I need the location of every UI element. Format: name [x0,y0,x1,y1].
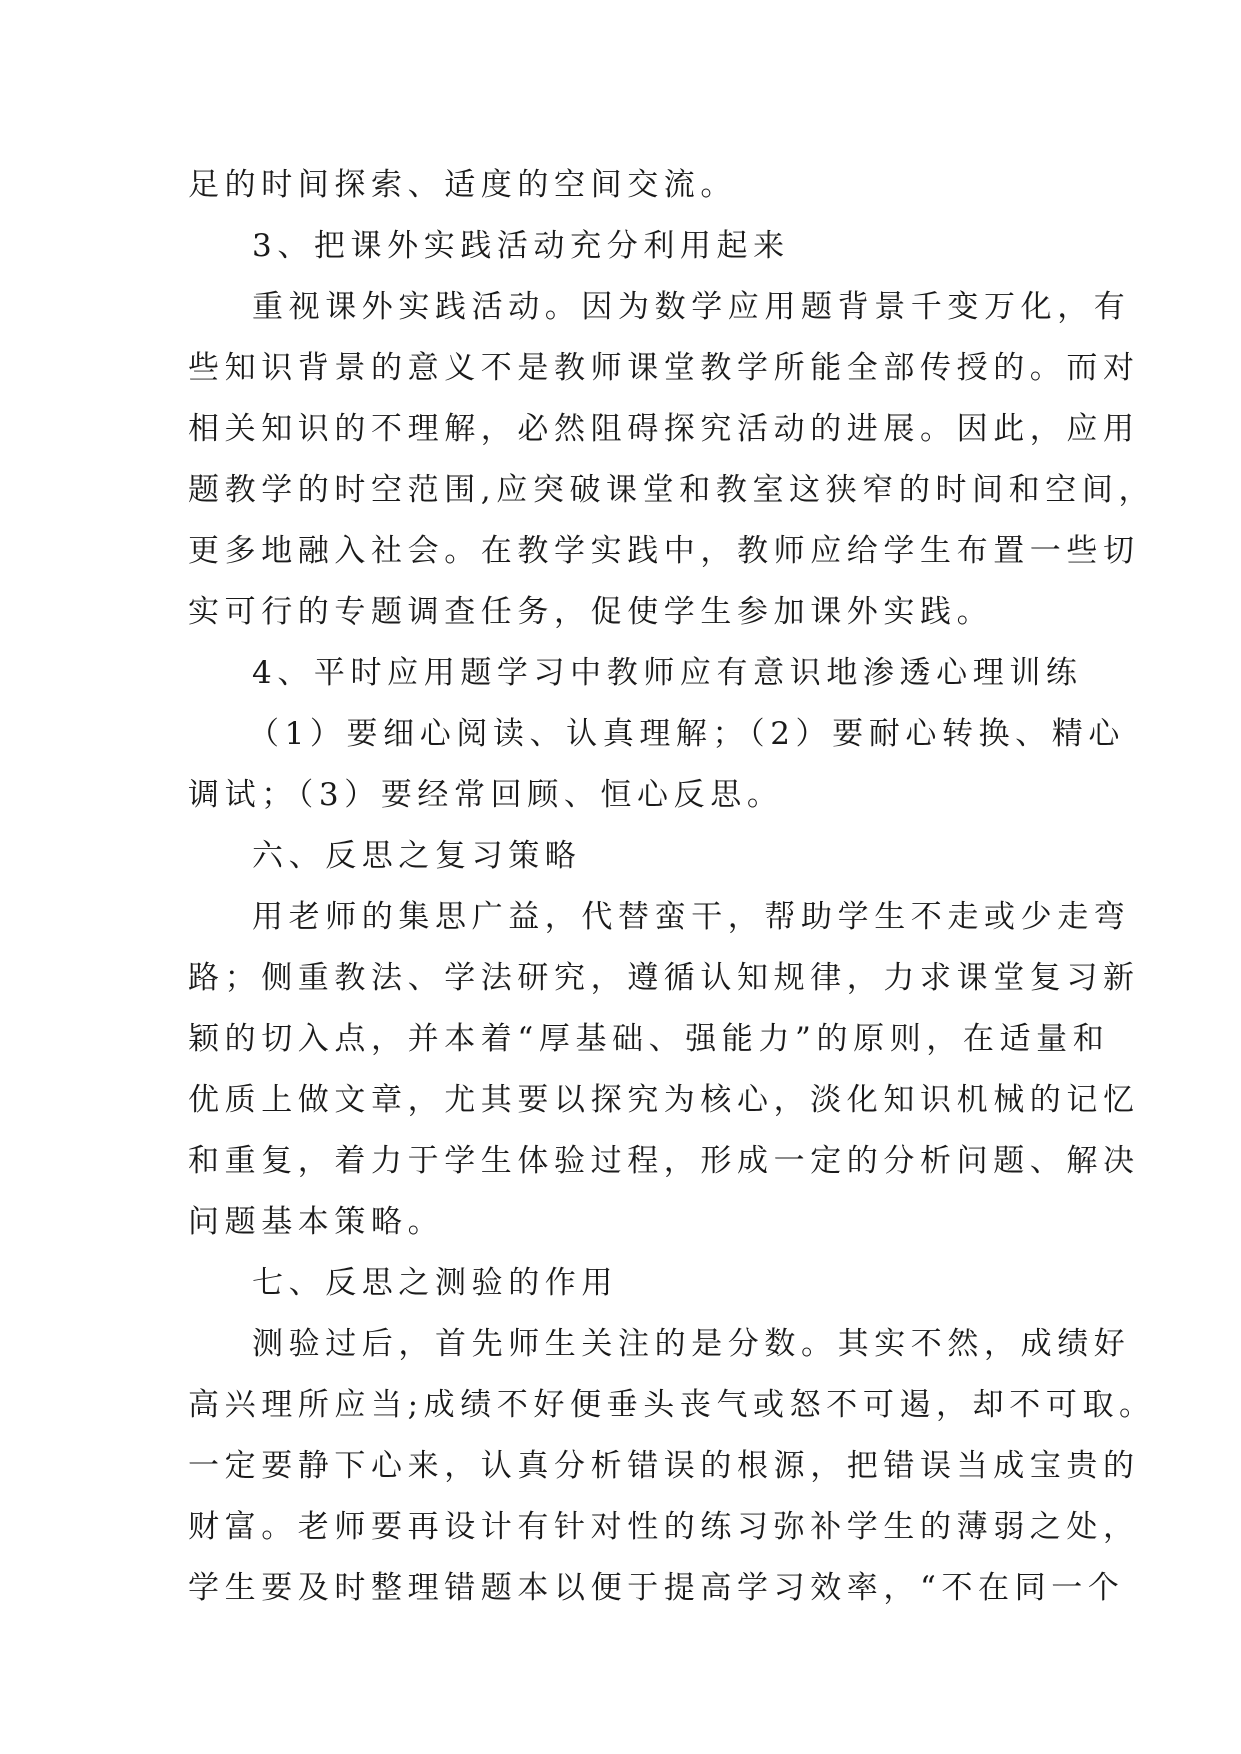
paragraph-line: 问题基本策略。 [188,1204,445,1240]
paragraph-line: 测验过后，首先师生关注的是分数。其实不然，成绩好 [252,1326,1131,1362]
paragraph-line: 路；侧重教法、学法研究，遵循认知规律，力求课堂复习新 [188,960,1140,996]
paragraph-line: 优质上做文章，尤其要以探究为核心，淡化知识机械的记忆 [188,1082,1140,1118]
paragraph-line: 和重复，着力于学生体验过程，形成一定的分析问题、解决 [188,1143,1140,1179]
paragraph-line: 调试；（3）要经常回顾、恒心反思。 [188,777,784,813]
paragraph-line: 更多地融入社会。在教学实践中，教师应给学生布置一些切 [188,533,1140,569]
paragraph-line: 题教学的时空范围,应突破课堂和教室这狭窄的时间和空间， [188,472,1156,508]
paragraph-line: （1）要细心阅读、认真理解；（2）要耐心转换、精心 [248,716,1125,752]
paragraph-line: 实可行的专题调查任务，促使学生参加课外实践。 [188,594,994,630]
document-body [188,155,1156,1619]
section-heading: 4、平时应用题学习中教师应有意识地渗透心理训练 [252,655,1083,691]
paragraph-line: 颖的切入点，并本着“厚基础、强能力”的原则，在适量和 [188,1021,1110,1057]
paragraph-line: 些知识背景的意义不是教师课堂教学所能全部传授的。而对 [188,350,1140,386]
paragraph-line: 学生要及时整理错题本以便于提高学习效率，“不在同一个 [188,1570,1125,1606]
paragraph-line: 足的时间探索、适度的空间交流。 [188,167,737,203]
paragraph-line: 重视课外实践活动。因为数学应用题背景千变万化，有 [252,289,1131,325]
section-heading: 3、把课外实践活动充分利用起来 [252,228,790,264]
paragraph-line: 相关知识的不理解，必然阻碍探究活动的进展。因此，应用 [188,411,1140,447]
paragraph-line: 用老师的集思广益，代替蛮干，帮助学生不走或少走弯 [252,899,1131,935]
section-heading: 七、反思之测验的作用 [252,1265,618,1301]
paragraph-line: 一定要静下心来，认真分析错误的根源，把错误当成宝贵的 [188,1448,1140,1484]
paragraph-line: 高兴理所应当;成绩不好便垂头丧气或怒不可遏，却不可取。 [188,1387,1156,1423]
paragraph-line: 财富。老师要再设计有针对性的练习弥补学生的薄弱之处， [188,1509,1140,1545]
section-heading: 六、反思之复习策略 [252,838,582,874]
